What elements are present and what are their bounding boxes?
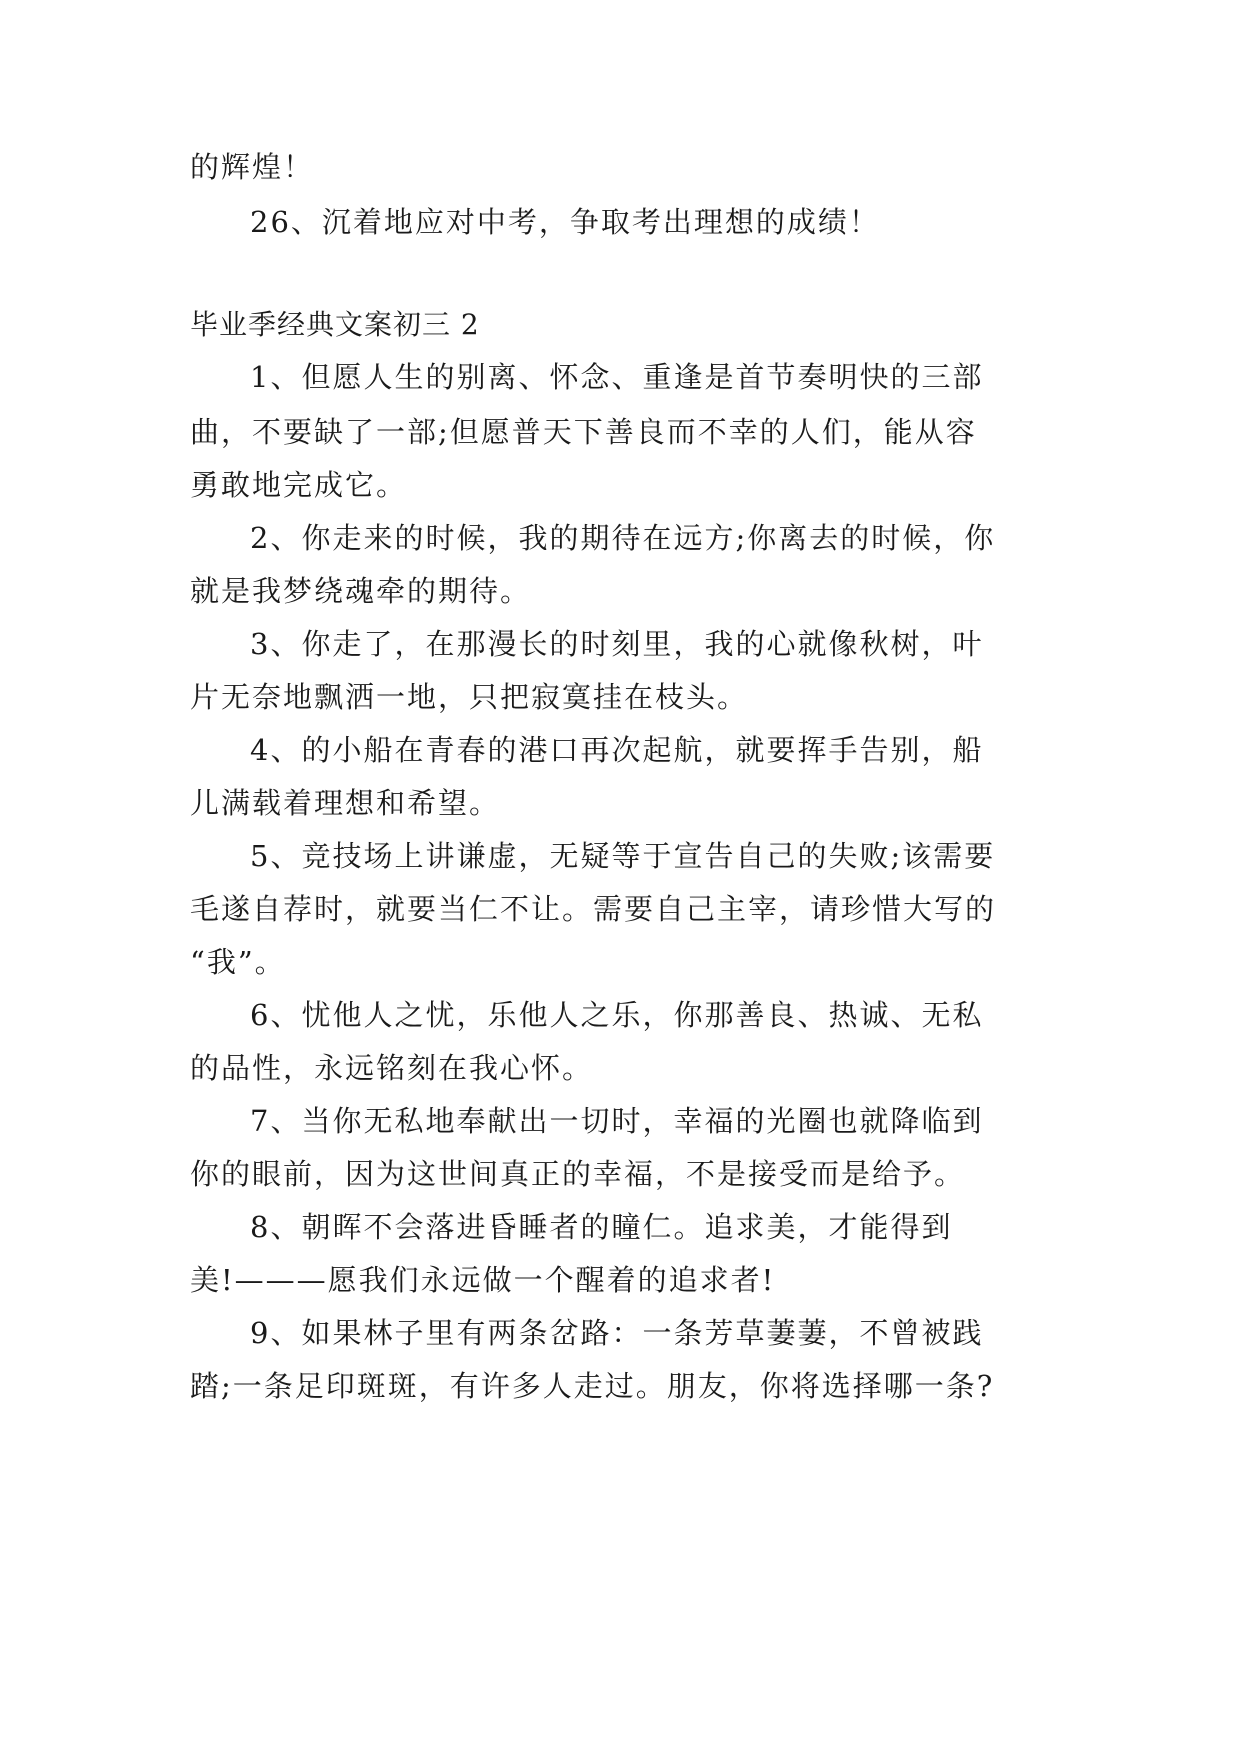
- list-item-6-line-1: 6、忧他人之忧，乐他人之乐，你那善良、热诚、无私: [250, 998, 984, 1032]
- list-item-9-line-1: 9、如果林子里有两条岔路：一条芳草萋萋，不曾被践: [250, 1316, 984, 1350]
- list-item-8-line-1: 8、朝晖不会落进昏睡者的瞳仁。追求美，才能得到: [250, 1210, 953, 1244]
- list-item-5-line-1: 5、竞技场上讲谦虚，无疑等于宣告自己的失败;该需要: [250, 839, 996, 873]
- list-item-7-line-1: 7、当你无私地奉献出一切时，幸福的光圈也就降临到: [250, 1104, 984, 1138]
- list-item-2-line-2: 就是我梦绕魂牵的期待。: [190, 574, 532, 608]
- list-item-5-line-2: 毛遂自荐时，就要当仁不让。需要自己主宰，请珍惜大写的: [190, 892, 997, 926]
- list-item-7-line-2: 你的眼前，因为这世间真正的幸福，不是接受而是给予。: [190, 1157, 966, 1191]
- list-item-4-line-2: 儿满载着理想和希望。: [190, 786, 501, 820]
- list-item-4-line-1: 4、的小船在青春的港口再次起航，就要挥手告别，船: [250, 733, 984, 767]
- list-item-26: 26、沉着地应对中考，争取考出理想的成绩！: [250, 205, 880, 239]
- section-heading: 毕业季经典文案初三 2: [190, 308, 480, 341]
- list-item-9-line-2: 踏;一条足印斑斑，有许多人走过。朋友，你将选择哪一条?: [190, 1369, 995, 1403]
- list-item-1-line-1: 1、但愿人生的别离、怀念、重逢是首节奏明快的三部: [250, 360, 984, 394]
- paragraph-tail-line: 的辉煌！: [190, 150, 315, 184]
- list-item-2-line-1: 2、你走来的时候，我的期待在远方;你离去的时候，你: [250, 521, 996, 555]
- list-item-3-line-2: 片无奈地飘洒一地，只把寂寞挂在枝头。: [190, 680, 749, 714]
- list-item-8-line-2: 美!———愿我们永远做一个醒着的追求者!: [190, 1263, 776, 1297]
- list-item-1-line-3: 勇敢地完成它。: [190, 468, 408, 502]
- list-item-1-line-2: 曲，不要缺了一部;但愿普天下善良而不幸的人们，能从容: [190, 415, 977, 449]
- list-item-3-line-1: 3、你走了，在那漫长的时刻里，我的心就像秋树，叶: [250, 627, 984, 661]
- list-item-6-line-2: 的品性，永远铭刻在我心怀。: [190, 1051, 594, 1085]
- list-item-5-line-3: “我”。: [190, 945, 286, 979]
